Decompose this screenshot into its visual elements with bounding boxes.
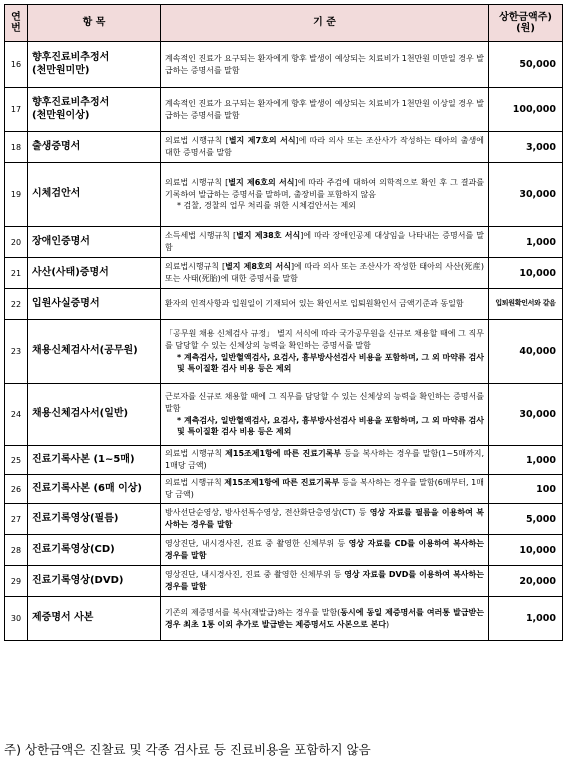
row-criteria: 기존의 제증명서를 복사(재발급)하는 경우를 말함(동시에 동일 제증명서를 여러통 발급받는 경우 최초 1통 이외 추가로 발급받는 제증명서도 사본으로 본다) xyxy=(161,597,489,641)
row-amount: 입퇴원확인서와 같음 xyxy=(489,289,563,320)
table-row xyxy=(5,384,563,446)
row-number: 18 xyxy=(5,132,28,163)
row-criteria: 영상진단, 내시경사진, 진료 중 촬영한 신체부위 등 영상 자료를 CD를 이용하여 복사하는 경우를 말함 xyxy=(161,535,489,566)
table-row xyxy=(5,535,563,566)
row-item: 제증명서 사본 xyxy=(28,597,161,641)
row-criteria: 「공무원 채용 신체검사 규정」 별지 서식에 따라 국가공무원을 신규로 채용할 때에 그 직무를 담당할 수 있는 신체상의 능력을 확인하는 증명서를 말함 * 계측검사, 일반혈액검사, 요검사, 흉부방사선검사 비용을 포함하며, 그 외 마약류 검사 및 특이질환 검사 비용 등은 제외 xyxy=(161,320,489,384)
row-criteria: 소득세법 시행규칙 [별지 제38호 서식]에 따라 장애인공제 대상임을 나타내는 증명서를 말함 xyxy=(161,227,489,258)
row-criteria: 근로자를 신규로 채용할 때에 그 직무를 담당할 수 있는 신체상의 능력을 확인하는 증명서를 말함 * 계측검사, 일반혈액검사, 요검사, 흉부방사선검사 비용을 포함하며, 그 외 마약류 검사 및 특이질환 검사 비용 등은 제외 xyxy=(161,384,489,446)
row-criteria: 방사선단순영상, 방사선특수영상, 전산화단층영상(CT) 등 영상 자료를 필름을 이용하여 복사하는 경우를 말함 xyxy=(161,504,489,535)
row-criteria: 의료법 시행규칙 [별지 제7호의 서식]에 따라 의사 또는 조산사가 작성하는 태아의 출생에 대한 증명서를 말함 xyxy=(161,132,489,163)
row-number: 17 xyxy=(5,88,28,132)
table-row xyxy=(5,258,563,289)
row-number: 28 xyxy=(5,535,28,566)
row-criteria: 의료법 시행규칙 제15조제1항에 따른 진료기록부 등을 복사하는 경우를 말함(1~5매까지, 1매당 금액) xyxy=(161,446,489,475)
row-amount: 50,000 xyxy=(489,42,563,88)
table-row xyxy=(5,475,563,504)
row-item: 향후진료비추정서 (천만원미만) xyxy=(28,42,161,88)
table-row xyxy=(5,132,563,163)
row-amount: 1,000 xyxy=(489,227,563,258)
row-amount: 20,000 xyxy=(489,566,563,597)
row-number: 19 xyxy=(5,163,28,227)
table-row xyxy=(5,88,563,132)
row-item: 채용신체검사서(공무원) xyxy=(28,320,161,384)
row-number: 26 xyxy=(5,475,28,504)
row-amount: 1,000 xyxy=(489,446,563,475)
row-criteria: 의료법 시행규칙 제15조제1항에 따른 진료기록부 등을 복사하는 경우를 말함(6매부터, 1매당 금액) xyxy=(161,475,489,504)
row-item: 진료기록영상(필름) xyxy=(28,504,161,535)
row-item: 시체검안서 xyxy=(28,163,161,227)
row-amount: 100 xyxy=(489,475,563,504)
row-item: 장애인증명서 xyxy=(28,227,161,258)
row-amount: 3,000 xyxy=(489,132,563,163)
row-item: 진료기록사본 (1~5매) xyxy=(28,446,161,475)
row-number: 30 xyxy=(5,597,28,641)
footnote: 주) 상한금액은 진찰료 및 각종 검사료 등 진료비용을 포함하지 않음 xyxy=(4,742,371,757)
header-amount: 상한금액주) (원) xyxy=(489,5,563,42)
row-number: 22 xyxy=(5,289,28,320)
row-amount: 10,000 xyxy=(489,258,563,289)
row-item: 진료기록영상(CD) xyxy=(28,535,161,566)
row-amount: 5,000 xyxy=(489,504,563,535)
row-item: 채용신체검사서(일반) xyxy=(28,384,161,446)
table-row xyxy=(5,42,563,88)
row-item: 진료기록영상(DVD) xyxy=(28,566,161,597)
row-number: 20 xyxy=(5,227,28,258)
row-item: 출생증명서 xyxy=(28,132,161,163)
row-criteria: 환자의 인적사항과 입원일이 기재되어 있는 확인서로 입퇴원확인서 금액기준과 동일함 xyxy=(161,289,489,320)
table-row xyxy=(5,320,563,384)
table-row xyxy=(5,446,563,475)
row-number: 29 xyxy=(5,566,28,597)
fee-table xyxy=(4,4,563,641)
row-item: 향후진료비추정서 (천만원이상) xyxy=(28,88,161,132)
row-amount: 30,000 xyxy=(489,163,563,227)
table-row xyxy=(5,289,563,320)
row-number: 16 xyxy=(5,42,28,88)
row-criteria: 영상진단, 내시경사진, 진료 중 촬영한 신체부위 등 영상 자료를 DVD를 이용하여 복사하는 경우를 말함 xyxy=(161,566,489,597)
row-criteria: 의료법시행규칙 [별지 제8호의 서식]에 따라 의사 또는 조산사가 작성한 태아의 사산(死産) 또는 사태(死胎)에 대한 증명서를 말함 xyxy=(161,258,489,289)
row-number: 27 xyxy=(5,504,28,535)
row-number: 23 xyxy=(5,320,28,384)
row-number: 24 xyxy=(5,384,28,446)
row-criteria: 계속적인 진료가 요구되는 환자에게 향후 발생이 예상되는 치료비가 1천만원 미만일 경우 발급하는 증명서를 말함 xyxy=(161,42,489,88)
row-item: 입원사실증명서 xyxy=(28,289,161,320)
row-amount: 10,000 xyxy=(489,535,563,566)
row-amount: 100,000 xyxy=(489,88,563,132)
header-criteria: 기 준 xyxy=(161,5,489,42)
row-number: 25 xyxy=(5,446,28,475)
row-criteria: 계속적인 진료가 요구되는 환자에게 향후 발생이 예상되는 치료비가 1천만원 이상일 경우 발급하는 증명서를 말함 xyxy=(161,88,489,132)
table-row xyxy=(5,597,563,641)
row-amount: 40,000 xyxy=(489,320,563,384)
row-amount: 1,000 xyxy=(489,597,563,641)
header-item: 항 목 xyxy=(28,5,161,42)
row-item: 사산(사태)증명서 xyxy=(28,258,161,289)
row-amount: 30,000 xyxy=(489,384,563,446)
table-header-row xyxy=(5,5,563,42)
table-row xyxy=(5,227,563,258)
row-criteria: 의료법 시행규칙 [별지 제6호의 서식]에 따라 주검에 대하여 의학적으로 확인 후 그 결과를 기록하여 발급하는 증명서를 말하며, 출장비를 포함하지 않음 * 검찰, 경찰의 업무 처리를 위한 시체검안서는 제외 xyxy=(161,163,489,227)
row-item: 진료기록사본 (6매 이상) xyxy=(28,475,161,504)
table-row xyxy=(5,566,563,597)
row-number: 21 xyxy=(5,258,28,289)
table-row xyxy=(5,504,563,535)
header-no: 연 번 xyxy=(5,5,28,42)
table-row xyxy=(5,163,563,227)
